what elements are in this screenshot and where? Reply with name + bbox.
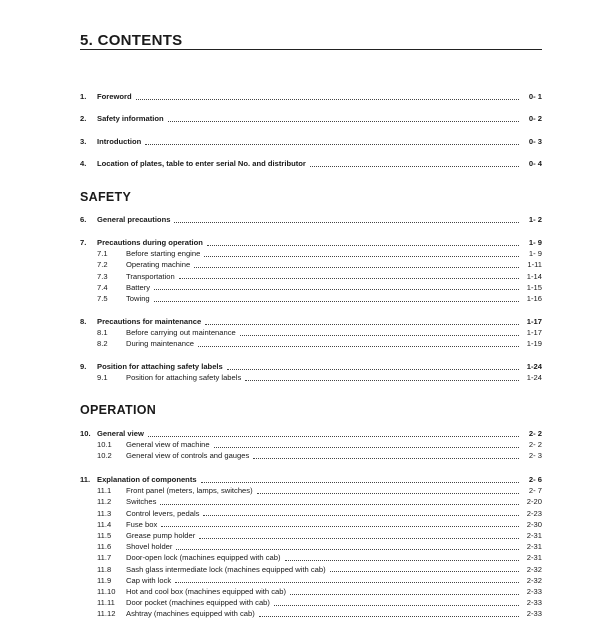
entry-label: General view of machine	[126, 440, 210, 450]
entry-page: 2-32	[526, 564, 542, 574]
entry-label: Hot and cool box (machines equipped with cab)	[126, 587, 286, 596]
entry-page: 1-17	[526, 328, 542, 338]
entry-number: 11.1	[97, 486, 112, 496]
entry-number: 10.1	[97, 440, 112, 450]
dot-leader	[245, 380, 519, 381]
entry-page: 1-17	[526, 317, 542, 326]
entry-page: 2-31	[526, 553, 542, 563]
toc-subentry	[80, 496, 542, 507]
entry-number: 6.	[80, 215, 87, 224]
dot-leader	[168, 121, 519, 122]
entry-page: 1-24	[526, 373, 542, 383]
entry-page: 0- 1	[528, 92, 542, 101]
entry-page: 2- 3	[528, 451, 542, 461]
entry-label: Cap with lock	[126, 575, 172, 585]
entry-page: 1-16	[526, 294, 542, 303]
entry-page: 2- 2	[528, 429, 542, 438]
toc-subentry	[80, 248, 542, 259]
entry-page: 1- 9	[528, 238, 542, 247]
entry-page: 2- 7	[528, 486, 542, 496]
dot-leader	[290, 594, 519, 595]
dot-leader	[207, 245, 519, 246]
entry-label: Explanation of components	[97, 475, 197, 484]
entry-page: 2-20	[526, 497, 542, 507]
toc-entry	[80, 136, 542, 147]
toc-subentry	[80, 282, 542, 293]
entry-number: 7.4	[97, 282, 108, 292]
entry-page: 2-31	[526, 531, 542, 540]
dot-leader	[227, 369, 519, 370]
toc-subentry	[80, 541, 542, 552]
toc-subentry	[80, 327, 542, 338]
toc-subentry	[80, 552, 542, 563]
entry-label: Towing	[126, 294, 150, 303]
entry-page: 1-15	[526, 282, 542, 292]
entry-label: Location of plates, table to enter serial No. and distributor	[97, 159, 306, 168]
entry-page: 2-32	[526, 575, 542, 585]
dot-leader	[154, 301, 519, 302]
entry-number: 11.4	[97, 519, 112, 529]
entry-label: Battery	[126, 282, 151, 292]
toc-subentry	[80, 271, 542, 282]
entry-label: Before carrying out maintenance	[126, 328, 236, 338]
entry-page: 2- 6	[528, 475, 542, 484]
dot-leader	[199, 538, 519, 539]
entry-page: 2-23	[526, 508, 542, 518]
entry-label: Position for attaching safety labels	[126, 373, 242, 383]
entry-number: 11.7	[97, 553, 112, 563]
entry-number: 3.	[80, 137, 87, 146]
entry-label: Safety information	[97, 114, 164, 123]
entry-label: During maintenance	[126, 339, 194, 349]
toc-subentry	[80, 293, 542, 304]
dot-leader	[174, 222, 519, 223]
dot-leader	[176, 549, 519, 550]
entry-page: 1- 9	[528, 249, 542, 259]
entry-number: 11.5	[97, 531, 112, 540]
dot-leader	[201, 482, 519, 483]
dot-leader	[154, 289, 519, 290]
dot-leader	[161, 526, 519, 527]
dot-leader	[179, 278, 519, 279]
entry-page: 1-24	[526, 362, 542, 371]
dot-leader	[330, 571, 519, 572]
entry-number: 11.	[80, 475, 91, 484]
entry-page: 0- 2	[528, 114, 542, 123]
entry-label: Switches	[126, 497, 157, 507]
toc-entry	[80, 428, 542, 439]
toc-subentry	[80, 586, 542, 597]
entry-label: Fuse box	[126, 519, 158, 529]
entry-label: Door-open lock (machines equipped with cab)	[126, 553, 281, 563]
dot-leader	[145, 144, 519, 145]
entry-label: Operating machine	[126, 260, 191, 270]
entry-page: 0- 4	[528, 159, 542, 168]
toc-entry	[80, 316, 542, 327]
toc-entry	[80, 474, 542, 485]
entry-page: 2-31	[526, 542, 542, 552]
entry-number: 11.2	[97, 497, 112, 507]
entry-label: Transportation	[126, 271, 175, 281]
dot-leader	[253, 458, 519, 459]
dot-leader	[274, 605, 519, 606]
toc-entry	[80, 158, 542, 169]
entry-page: 2-33	[526, 587, 542, 596]
entry-label: Shovel holder	[126, 542, 173, 552]
toc-subentry	[80, 564, 542, 575]
entry-label: Sash glass intermediate lock (machines equipped with cab)	[126, 564, 326, 574]
dot-leader	[310, 166, 519, 167]
entry-page: 1-14	[526, 271, 542, 281]
dot-leader	[204, 256, 519, 257]
entry-number: 11.10	[97, 587, 116, 596]
entry-number: 11.11	[97, 598, 115, 608]
entry-number: 7.2	[97, 260, 108, 270]
dot-leader	[205, 324, 519, 325]
toc-subentry	[80, 597, 542, 608]
toc-entry	[80, 91, 542, 102]
page-title: 5. CONTENTS	[80, 32, 183, 49]
dot-leader	[136, 99, 519, 100]
dot-leader	[285, 560, 520, 561]
dot-leader	[160, 504, 519, 505]
title-underline	[80, 49, 542, 50]
toc-subentry	[80, 439, 542, 450]
entry-page: 2-33	[526, 609, 542, 619]
entry-number: 11.3	[97, 508, 112, 518]
entry-label: Front panel (meters, lamps, switches)	[126, 486, 253, 496]
entry-page: 1- 2	[528, 215, 542, 224]
toc-subentry	[80, 259, 542, 270]
entry-number: 11.6	[97, 542, 112, 552]
entry-label: General view of controls and gauges	[126, 451, 250, 461]
dot-leader	[194, 267, 519, 268]
entry-number: 9.1	[97, 373, 108, 383]
dot-leader	[198, 346, 519, 347]
dot-leader	[214, 447, 519, 448]
entry-page: 1-19	[526, 339, 542, 349]
toc-subentry	[80, 519, 542, 530]
entry-number: 8.2	[97, 339, 108, 349]
entry-number: 11.8	[97, 564, 112, 574]
entry-number: 7.5	[97, 294, 108, 303]
entry-number: 7.1	[97, 249, 108, 259]
entry-label: Precautions during operation	[97, 238, 203, 247]
toc-entry	[80, 361, 542, 372]
toc-subentry	[80, 338, 542, 349]
entry-number: 11.12	[97, 609, 116, 619]
toc-entry	[80, 113, 542, 124]
entry-page: 1-11	[527, 260, 542, 270]
entry-page: 0- 3	[528, 137, 542, 146]
entry-label: General view	[97, 429, 144, 438]
entry-label: Door pocket (machines equipped with cab)	[126, 598, 270, 608]
toc-entry	[80, 237, 542, 248]
entry-page: 2-30	[526, 519, 542, 529]
section-heading-operation: OPERATION	[80, 403, 157, 417]
dot-leader	[175, 582, 519, 583]
entry-number: 7.3	[97, 271, 108, 281]
dot-leader	[240, 335, 519, 336]
dot-leader	[203, 515, 519, 516]
toc-entry	[80, 214, 542, 225]
dot-leader	[259, 616, 519, 617]
dot-leader	[148, 436, 519, 437]
entry-number: 9.	[80, 362, 87, 371]
entry-label: Before starting engine	[126, 249, 201, 259]
entry-number: 2.	[80, 114, 87, 123]
toc-subentry	[80, 575, 542, 586]
entry-page: 2-33	[526, 598, 542, 608]
entry-label: General precautions	[97, 215, 171, 224]
entry-label: Introduction	[97, 137, 142, 146]
entry-number: 10.2	[97, 451, 112, 461]
entry-number: 4.	[80, 159, 87, 168]
entry-label: Precautions for maintenance	[97, 317, 202, 326]
section-heading-safety: SAFETY	[80, 190, 132, 204]
toc-subentry	[80, 608, 542, 619]
entry-page: 2- 2	[528, 440, 542, 450]
entry-label: Control levers, pedals	[126, 508, 200, 518]
entry-label: Ashtray (machines equipped with cab)	[126, 609, 255, 619]
entry-number: 8.1	[97, 328, 108, 338]
toc-subentry	[80, 372, 542, 383]
entry-number: 10.	[80, 429, 91, 438]
toc-subentry	[80, 450, 542, 461]
toc-subentry	[80, 530, 542, 541]
entry-number: 11.9	[97, 575, 112, 585]
dot-leader	[257, 493, 519, 494]
entry-label: Position for attaching safety labels	[97, 362, 223, 371]
toc-subentry	[80, 485, 542, 496]
entry-number: 1.	[80, 92, 87, 101]
entry-label: Grease pump holder	[126, 531, 196, 540]
entry-number: 7.	[80, 238, 87, 247]
entry-label: Foreword	[97, 92, 132, 101]
toc-subentry	[80, 508, 542, 519]
entry-number: 8.	[80, 317, 87, 326]
